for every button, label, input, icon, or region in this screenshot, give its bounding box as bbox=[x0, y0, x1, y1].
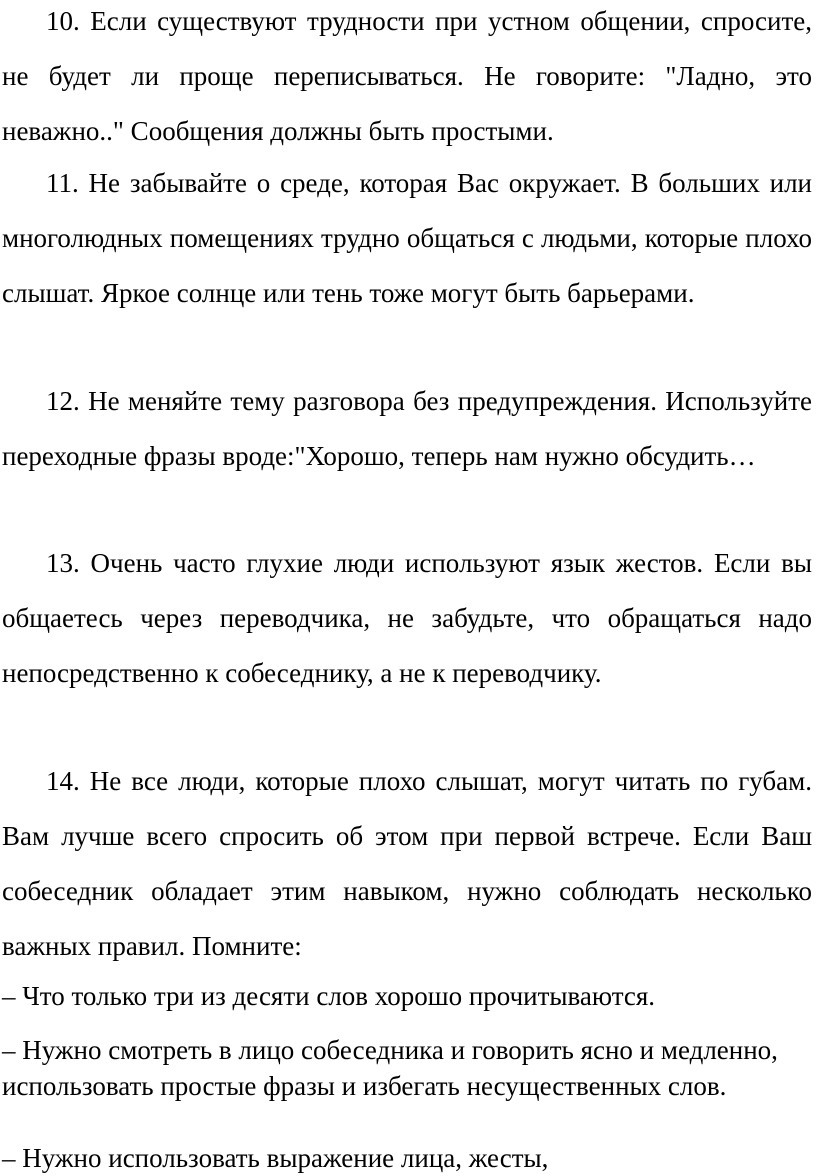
list-item-look-at-face: – Нужно смотреть в лицо собеседника и говорить ясно и медленно, использовать простые фразы и избегать несущественных слов. bbox=[2, 1035, 778, 1101]
paragraph-14: 14. Не все люди, которые плохо слышат, могут читать по губам. Вам лучше всего спросить об этом при первой встрече. Если Ваш собеседник обладает этим навыком, нужно соблюдать несколько важных правил. Помните: bbox=[2, 766, 812, 961]
list-item-use-expressions: – Нужно использовать выражение лица, жесты, bbox=[2, 1143, 549, 1173]
list-item-only-three-words: – Что только три из десяти слов хорошо прочитываются. bbox=[2, 981, 656, 1011]
paragraph-12: 12. Не меняйте тему разговора без предупреждения. Используйте переходные фразы вроде:"Хорошо, теперь нам нужно обсудить… bbox=[2, 386, 812, 471]
paragraph-10: 10. Если существуют трудности при устном общении, спросите, не будет ли проще переписываться. Не говорите: "Ладно, это неважно.." Сообщения должны быть простыми. bbox=[2, 6, 812, 146]
paragraph-13: 13. Очень часто глухие люди используют язык жестов. Если вы общаетесь через переводчика, не забудьте, что обращаться надо непосредственно к собеседнику, а не к переводчику. bbox=[2, 548, 812, 688]
paragraph-11: 11. Не забывайте о среде, которая Вас окружает. В больших или многолюдных помещениях трудно общаться с людьми, которые плохо слышат. Яркое солнце или тень тоже могут быть барьерами. bbox=[2, 168, 812, 308]
